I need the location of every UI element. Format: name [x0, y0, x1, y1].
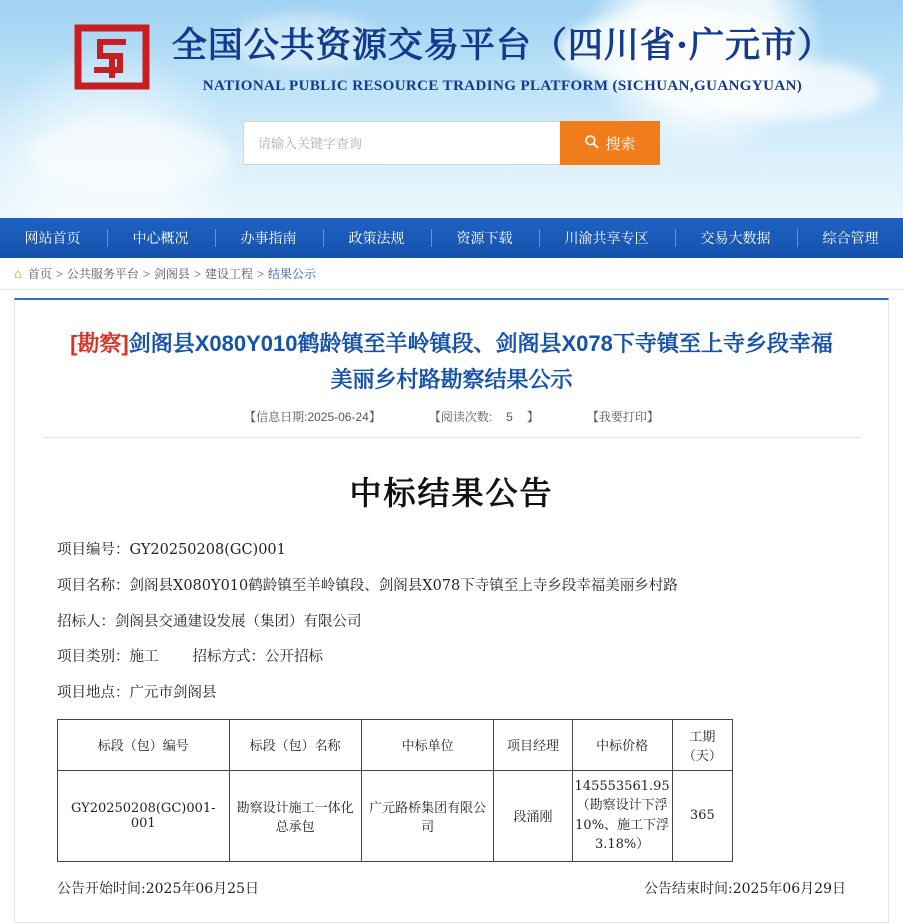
field-tenderer — [57, 612, 846, 634]
cloud-decoration — [30, 120, 230, 190]
cell-winner: 广元路桥集团有限公司 — [361, 770, 494, 861]
field-project-name-label: 项目名称： — [57, 578, 130, 594]
cell-price: 145553561.95（勘察设计下浮10%、施工下浮3.18%） — [572, 770, 672, 861]
field-project-no-value: GY20250208(GC)001 — [130, 542, 286, 558]
site-title-block — [172, 18, 833, 95]
article-meta — [43, 408, 860, 438]
column-price: 中标价格 — [572, 719, 672, 770]
field-location-value: 广元市剑阁县 — [130, 685, 217, 701]
page-title-text: 剑阁县X080Y010鹤龄镇至羊岭镇段、剑阁县X078下寺镇至上寺乡段幸福美丽乡村路勘察结果公示 — [129, 331, 833, 392]
breadcrumb-separator: > — [56, 267, 63, 281]
field-project-name — [57, 576, 846, 598]
announcement-start-date: 公告开始时间:2025年06月25日 — [57, 878, 259, 898]
table-row — [58, 770, 733, 861]
breadcrumb — [0, 258, 903, 290]
home-icon: ⌂ — [14, 267, 22, 280]
nav-item-home[interactable]: 网站首页 — [0, 218, 107, 258]
view-count-close: 】 — [527, 410, 539, 424]
column-manager: 项目经理 — [494, 719, 572, 770]
site-logo-row — [0, 0, 903, 95]
breadcrumb-item-public-service[interactable]: 公共服务平台 — [67, 265, 139, 282]
view-count — [429, 408, 539, 425]
announcement-heading: 中标结果公告 — [43, 468, 860, 514]
nav-item-center-overview[interactable]: 中心概况 — [107, 218, 215, 258]
view-count-value: 5 — [492, 410, 527, 424]
cell-manager: 段涌刚 — [494, 770, 572, 861]
field-location-label: 项目地点： — [57, 685, 130, 701]
main-nav — [0, 218, 903, 258]
print-button[interactable]: 【我要打印】 — [587, 408, 659, 425]
view-count-label: 【阅读次数: — [429, 410, 492, 424]
column-winner: 中标单位 — [361, 719, 494, 770]
site-title-en: NATIONAL PUBLIC RESOURCE TRADING PLATFORM (SICHUAN,GUANGYUAN) — [172, 78, 833, 95]
announcement-end-date: 公告结束时间:2025年06月29日 — [644, 878, 846, 898]
announcement-dates — [43, 862, 860, 904]
search-button[interactable] — [560, 121, 660, 165]
page-title — [43, 322, 860, 408]
table-header-row — [58, 719, 733, 770]
nav-item-guide[interactable]: 办事指南 — [215, 218, 323, 258]
field-project-name-value: 剑阁县X080Y010鹤龄镇至羊岭镇段、剑阁县X078下寺镇至上寺乡段幸福美丽乡村路 — [130, 578, 678, 594]
search-bar — [243, 121, 660, 165]
cell-duration: 365 — [672, 770, 732, 861]
breadcrumb-item-home[interactable]: 首页 — [28, 265, 52, 282]
project-fields — [43, 540, 860, 705]
field-location — [57, 683, 846, 705]
field-category-and-method — [57, 647, 846, 669]
site-banner — [0, 0, 903, 218]
search-icon — [584, 134, 599, 153]
nav-item-management[interactable]: 综合管理 — [797, 218, 903, 258]
site-title-cn: 全国公共资源交易平台（四川省·广元市） — [172, 18, 833, 68]
info-date: 【信息日期:2025-06-24】 — [244, 408, 381, 425]
nav-item-chuanyu-zone[interactable]: 川渝共享专区 — [539, 218, 675, 258]
field-tenderer-label: 招标人： — [57, 614, 115, 630]
breadcrumb-separator: > — [194, 267, 201, 281]
nav-item-downloads[interactable]: 资源下载 — [431, 218, 539, 258]
cell-lot-no: GY20250208(GC)001-001 — [58, 770, 230, 861]
field-category-value: 施工 — [130, 649, 159, 665]
nav-item-big-data[interactable]: 交易大数据 — [675, 218, 797, 258]
search-input[interactable] — [243, 121, 560, 165]
breadcrumb-item-construction[interactable]: 建设工程 — [205, 265, 253, 282]
breadcrumb-separator: > — [143, 267, 150, 281]
field-category-label: 项目类别： — [57, 649, 130, 665]
bid-result-table — [57, 719, 733, 862]
article-card — [14, 298, 889, 923]
field-project-no — [57, 540, 846, 562]
cell-lot-name: 勘察设计施工一体化总承包 — [229, 770, 361, 861]
breadcrumb-separator: > — [257, 267, 264, 281]
search-button-label: 搜索 — [605, 133, 635, 154]
field-tenderer-value: 剑阁县交通建设发展（集团）有限公司 — [115, 614, 362, 630]
column-lot-no: 标段（包）编号 — [58, 719, 230, 770]
nav-item-policy[interactable]: 政策法规 — [323, 218, 431, 258]
field-project-no-label: 项目编号： — [57, 542, 130, 558]
breadcrumb-item-results[interactable]: 结果公示 — [268, 265, 316, 282]
field-method-value: 公开招标 — [265, 649, 323, 665]
column-lot-name: 标段（包）名称 — [229, 719, 361, 770]
breadcrumb-item-jiange[interactable]: 剑阁县 — [154, 265, 190, 282]
column-duration: 工期（天） — [672, 719, 732, 770]
seal-logo-icon — [70, 20, 154, 94]
field-method-label: 招标方式： — [193, 649, 266, 665]
page-title-tag: [勘察] — [70, 331, 129, 356]
